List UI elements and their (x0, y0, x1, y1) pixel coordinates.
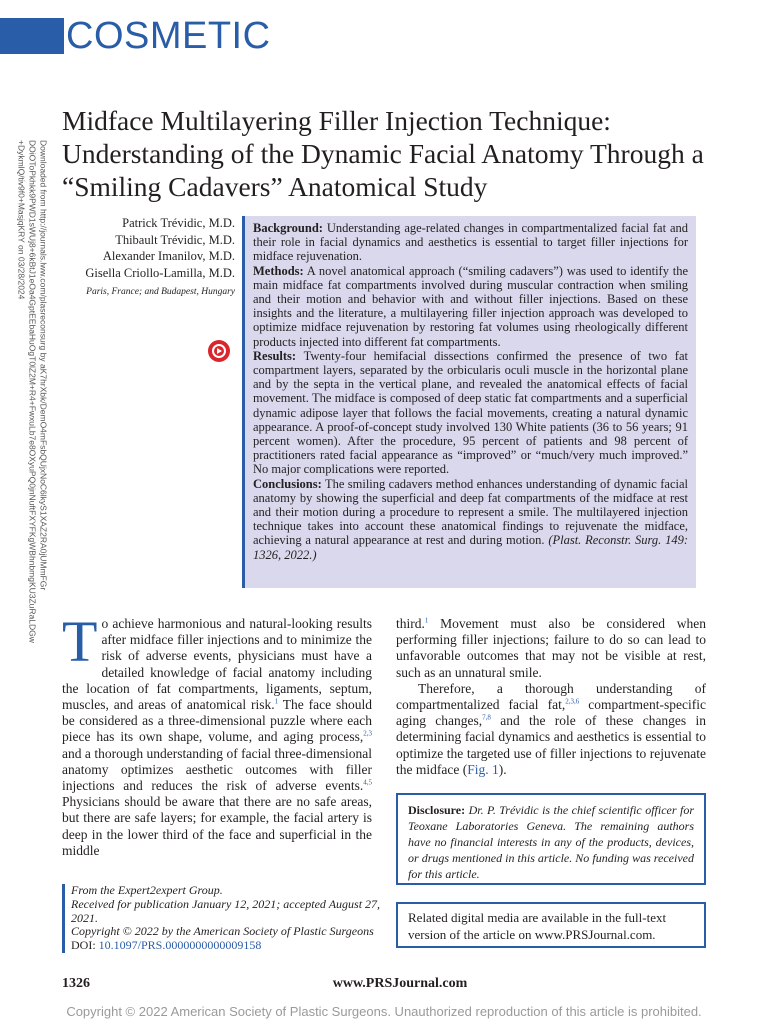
author-list (60, 215, 235, 281)
article-footnote (62, 884, 383, 953)
footnote-group: From the Expert2expert Group. (71, 883, 223, 897)
reference-link[interactable]: 4,5 (363, 778, 372, 787)
disclosure-label: Disclosure: (408, 803, 466, 817)
copyright-notice: Copyright © 2022 American Society of Plastic Surgeons. Unauthorized reproduction of this article is prohibited. (66, 1004, 702, 1019)
reference-link[interactable]: 7,8 (482, 713, 491, 722)
doi-link[interactable]: 10.1097/PRS.0000000000009158 (98, 938, 262, 953)
author-name: Alexander Imanilov, M.D. (102, 249, 235, 263)
body-column-right (396, 616, 706, 778)
watermark-line-3: +DykmlQ/tiv9f0+MasjqKRY on 03/28/2024 (16, 140, 27, 300)
footnote-copyright: Copyright © 2022 by the American Society of Plastic Surgeons (71, 924, 374, 939)
download-watermark (2, 140, 62, 660)
abstract-methods: Methods: A novel anatomical approach (“smiling cadavers”) was used to identify the main midface fat compartments involved during muscular contraction when smiling and their motion and behavior with and without filler injections. Based on these insights and the literature, a multilayering filler injection approach was developed to optimize midface rejuvenation by restoring fat volumes using rheologically different products injected into different fat compartments. (253, 263, 688, 349)
body-paragraph: third.$^1$ Movement must also be considered when performing filler injections; failure to do so can lead to unfavorable outcomes that may not be visible at rest, such as an unnatural smile. (396, 616, 706, 680)
author-name: Patrick Trévidic, M.D. (122, 216, 235, 230)
reference-link[interactable]: 2,3,6 (565, 697, 580, 706)
abstract-background: Background: Understanding age-related changes in compartmentalized facial fat and their role in facial dynamics and aesthetics is essential to target filler injections for midface rejuvenation. (253, 221, 688, 264)
reference-link[interactable]: 1 (424, 616, 429, 625)
disclosure-box (396, 793, 706, 885)
footnote-doi: DOI: 10.1097/PRS.0000000000009158 (71, 938, 262, 953)
section-color-bar (0, 18, 64, 54)
page-number: 1326 (62, 976, 90, 991)
footnote-received: Received for publication January 12, 2021; accepted August 27, 2021. (71, 896, 381, 925)
body-column-left (62, 609, 372, 859)
watermark-line-2: DOiOToPkhkk9PWD1sWUj8+6kBtJ1eOa4GptEEbaHuOgT0lZ2M+R4+FwxuLb7e8OXyuPQ0jnNuftFXYFKgWBhnbmgKU3ZuRaLDGw (27, 140, 38, 643)
abstract-conclusions: Conclusions: The smiling cadavers method enhances understanding of dynamic facial anatomy by showing the superficial and deep fat compartments of the midface at rest and their motion during a procedure to represent a smile. The multilayered injection technique takes into account these anatomical findings to rejuvenate the midface, achieving a natural appearance at rest and during motion. (Plast. Reconstr. Surg. 149: 1326, 2022.) (253, 476, 688, 562)
reference-link[interactable]: 2,3 (363, 729, 372, 738)
digital-media-box: Related digital media are available in the full-text version of the article on www.PRSJournal.com. (396, 902, 706, 948)
reference-link[interactable]: 1 (274, 697, 279, 706)
body-paragraph: To achieve harmonious and natural-looking results after midface filler injections and to minimize the risk of adverse events, physicians must have a detailed knowledge of facial anatomy including the location of fat compartments, ligaments, septum, muscles, and areas of anatomical risk.$^1$ The face should be considered as a three-dimensional puzzle where each piece has its own shape, volume, and aging process,$^{2,3}$ and a thorough understanding of facial three-dimensional anatomy optimizes aesthetic outcomes with filler injections and reduces the risk of adverse events.$^{4,5}$ Physicians should be aware that there are no safe areas, but there are safe layers; for example, the facial artery is deep in the lower third of the face and superficial in the middle (62, 609, 372, 858)
author-name: Thibault Trévidic, M.D. (115, 232, 235, 247)
watermark-line-1: Downloaded from http://journals.lww.com/plasreconsurg by aK7hrXbk/DemO4mFsbQUjxNoC6lkyS1XAZ2RA0jUMmFGr (38, 140, 49, 591)
disclosure-text: Dr. P. Trévidic is the chief scientific officer for Teoxane Laboratories Geneva. The remaining authors have no financial interests in any of the products, devices, or drugs mentioned in this article. No funding was received for this article. (408, 803, 694, 881)
play-circle-icon[interactable] (208, 340, 230, 362)
body-paragraph: Therefore, a thorough understanding of compartmentalized facial fat,$^{2,3,6}$ compartment-specific aging changes,$^{7,8}$ and the role of these changes in determining facial dynamics and aesthetics is essential to optimize the targeted use of filler injections to rejuvenate the midface (Fig. 1). (396, 680, 706, 777)
article-title: Midface Multilayering Filler Injection Technique: Understanding of the Dynamic Facial Anatomy Through a “Smiling Cadavers” Anatomical Study (62, 105, 704, 202)
author-name: Gisella Criollo-Lamilla, M.D. (85, 265, 235, 280)
abstract-citation: (Plast. Reconstr. Surg. 149: 1326, 2022.) (253, 533, 688, 562)
author-affiliation: Paris, France; and Budapest, Hungary (86, 287, 235, 297)
journal-website-link[interactable]: www.PRSJournal.com (332, 976, 468, 991)
section-label: COSMETIC (66, 15, 271, 57)
drop-cap: T (62, 609, 98, 674)
abstract-results: Results: Twenty-four hemifacial dissections confirmed the presence of two fat compartment layers, separated by the orbicularis oculi muscle in the horizontal plane and by the septa in the vertical plane, and revealed the anatomical effects of facial movement. The midface is composed of deep static fat compartments and a superficial dynamic adipose layer that follows the facial movements, creating a natural dynamic appearance. A proof-of-concept study involved 130 White patients (36 to 56 years; 91 percent women). After the procedure, 95 percent of patients and 98 percent of practitioners rated facial appearance as “improved” or “much/very much improved.” No major complications were reported. (253, 348, 688, 477)
abstract-box (242, 216, 696, 588)
figure-link[interactable]: Fig. 1 (467, 761, 499, 777)
